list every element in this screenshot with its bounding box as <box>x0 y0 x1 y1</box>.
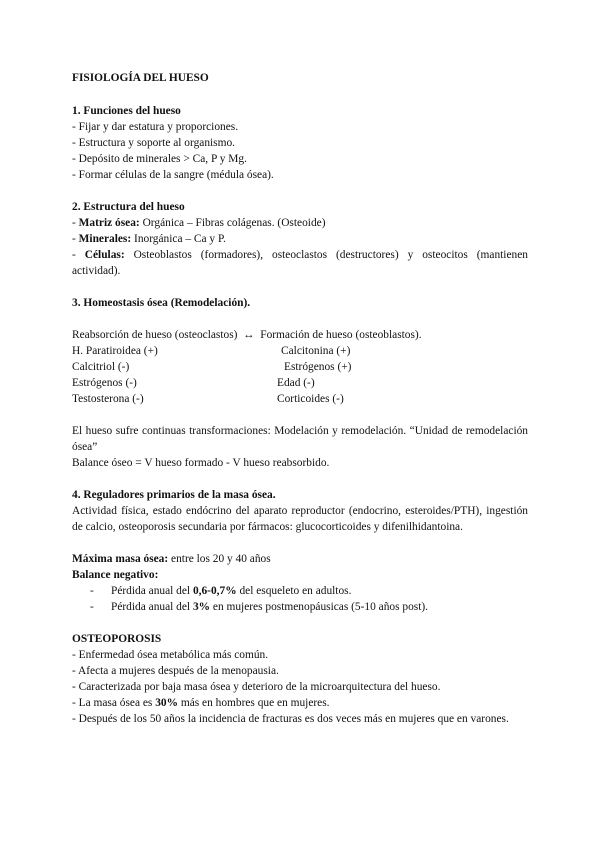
list-item: - Estructura y soporte al organismo. <box>72 137 236 149</box>
factor-right: Edad (-) <box>277 377 315 389</box>
minerales-text: Inorgánica – Ca y P. <box>134 233 226 245</box>
list-item: - Caracterizada por baja masa ósea y deterioro de la microarquitectura del hueso. <box>72 681 441 693</box>
factor-left: H. Paratiroidea (+) <box>72 345 158 357</box>
osteoporosis-heading: OSTEOPOROSIS <box>72 633 162 645</box>
list-item: - Depósito de minerales > Ca, P y Mg. <box>72 153 247 165</box>
list-item: - Formar células de la sangre (médula ósea). <box>72 169 274 181</box>
celulas-line: - Células: Osteoblastos (formadores), osteoclastos (destructores) y osteocitos (mantienen actividad). <box>72 249 528 277</box>
factor-left: Testosterona (-) <box>72 393 144 405</box>
celulas-text: Osteoblastos (formadores), osteoclastos (destructores) y osteocitos (mantienen actividad). <box>72 249 528 277</box>
max-bone-mass-label: Máxima masa ósea: <box>72 553 169 565</box>
section-3-heading: 3. Homeostasis ósea (Remodelación). <box>72 297 251 309</box>
remodeling-paragraph: El hueso sufre continuas transformaciones: Modelación y remodelación. “Unidad de remodelación ósea” <box>72 425 528 453</box>
max-bone-mass-text: entre los 20 y 40 años <box>171 553 271 565</box>
factor-right: Calcitonina (+) <box>281 345 351 357</box>
section-2-heading: 2. Estructura del hueso <box>72 201 185 213</box>
factor-left: Calcitriol (-) <box>72 361 130 373</box>
formacion-label: Formación de hueso (osteoblastos). <box>260 329 422 341</box>
factor-row <box>72 391 528 407</box>
list-item: - Fijar y dar estatura y proporciones. <box>72 121 239 133</box>
max-bone-mass-line <box>72 551 528 567</box>
factor-left: Estrógenos (-) <box>72 377 137 389</box>
list-item: - Pérdida anual del 3% en mujeres postmenopáusicas (5-10 años post). <box>90 601 429 613</box>
balance-formula: Balance óseo = V hueso formado - V hueso reabsorbido. <box>72 457 330 469</box>
list-item: - La masa ósea es 30% más en hombres que en mujeres. <box>72 697 330 709</box>
section-4-heading: 4. Reguladores primarios de la masa ósea. <box>72 489 276 501</box>
negative-balance-label: Balance negativo: <box>72 569 159 581</box>
remodeling-header <box>72 327 528 343</box>
bidirectional-arrow-icon: ↔ <box>243 329 255 341</box>
list-item: - Pérdida anual del 0,6-0,7% del esqueleto en adultos. <box>90 585 352 597</box>
regulators-paragraph: Actividad física, estado endócrino del aparato reproductor (endocrino, esteroides/PTH), ingestión de calcio, osteoporosis secundaria por fármacos: glucocorticoides y difenilhidantoina. <box>72 505 528 533</box>
reabsorcion-label: Reabsorción de hueso (osteoclastos) <box>72 329 238 341</box>
document-title: FISIOLOGÍA DEL HUESO <box>72 72 209 84</box>
celulas-label: Células: <box>84 249 125 261</box>
section-1-heading: 1. Funciones del hueso <box>72 105 181 117</box>
factor-row <box>72 359 528 375</box>
matriz-label: Matriz ósea: <box>78 217 140 229</box>
matriz-text: Orgánica – Fibras colágenas. (Osteoide) <box>142 217 326 229</box>
list-item: - Enfermedad ósea metabólica más común. <box>72 649 269 661</box>
negative-balance-list <box>72 583 528 615</box>
factor-row <box>72 375 528 391</box>
document-content <box>72 70 528 727</box>
factor-right: Corticoides (-) <box>277 393 344 405</box>
list-item: - Después de los 50 años la incidencia de fracturas es dos veces más en mujeres que en varones. <box>72 713 509 725</box>
matriz-line: - Matriz ósea: Orgánica – Fibras colágenas. (Osteoide) <box>72 217 326 229</box>
factor-right: Estrógenos (+) <box>284 361 352 373</box>
minerales-label: Minerales: <box>78 233 132 245</box>
factor-row <box>72 343 528 359</box>
minerales-line: - Minerales: Inorgánica – Ca y P. <box>72 233 226 245</box>
list-item: - Afecta a mujeres después de la menopausia. <box>72 665 279 677</box>
